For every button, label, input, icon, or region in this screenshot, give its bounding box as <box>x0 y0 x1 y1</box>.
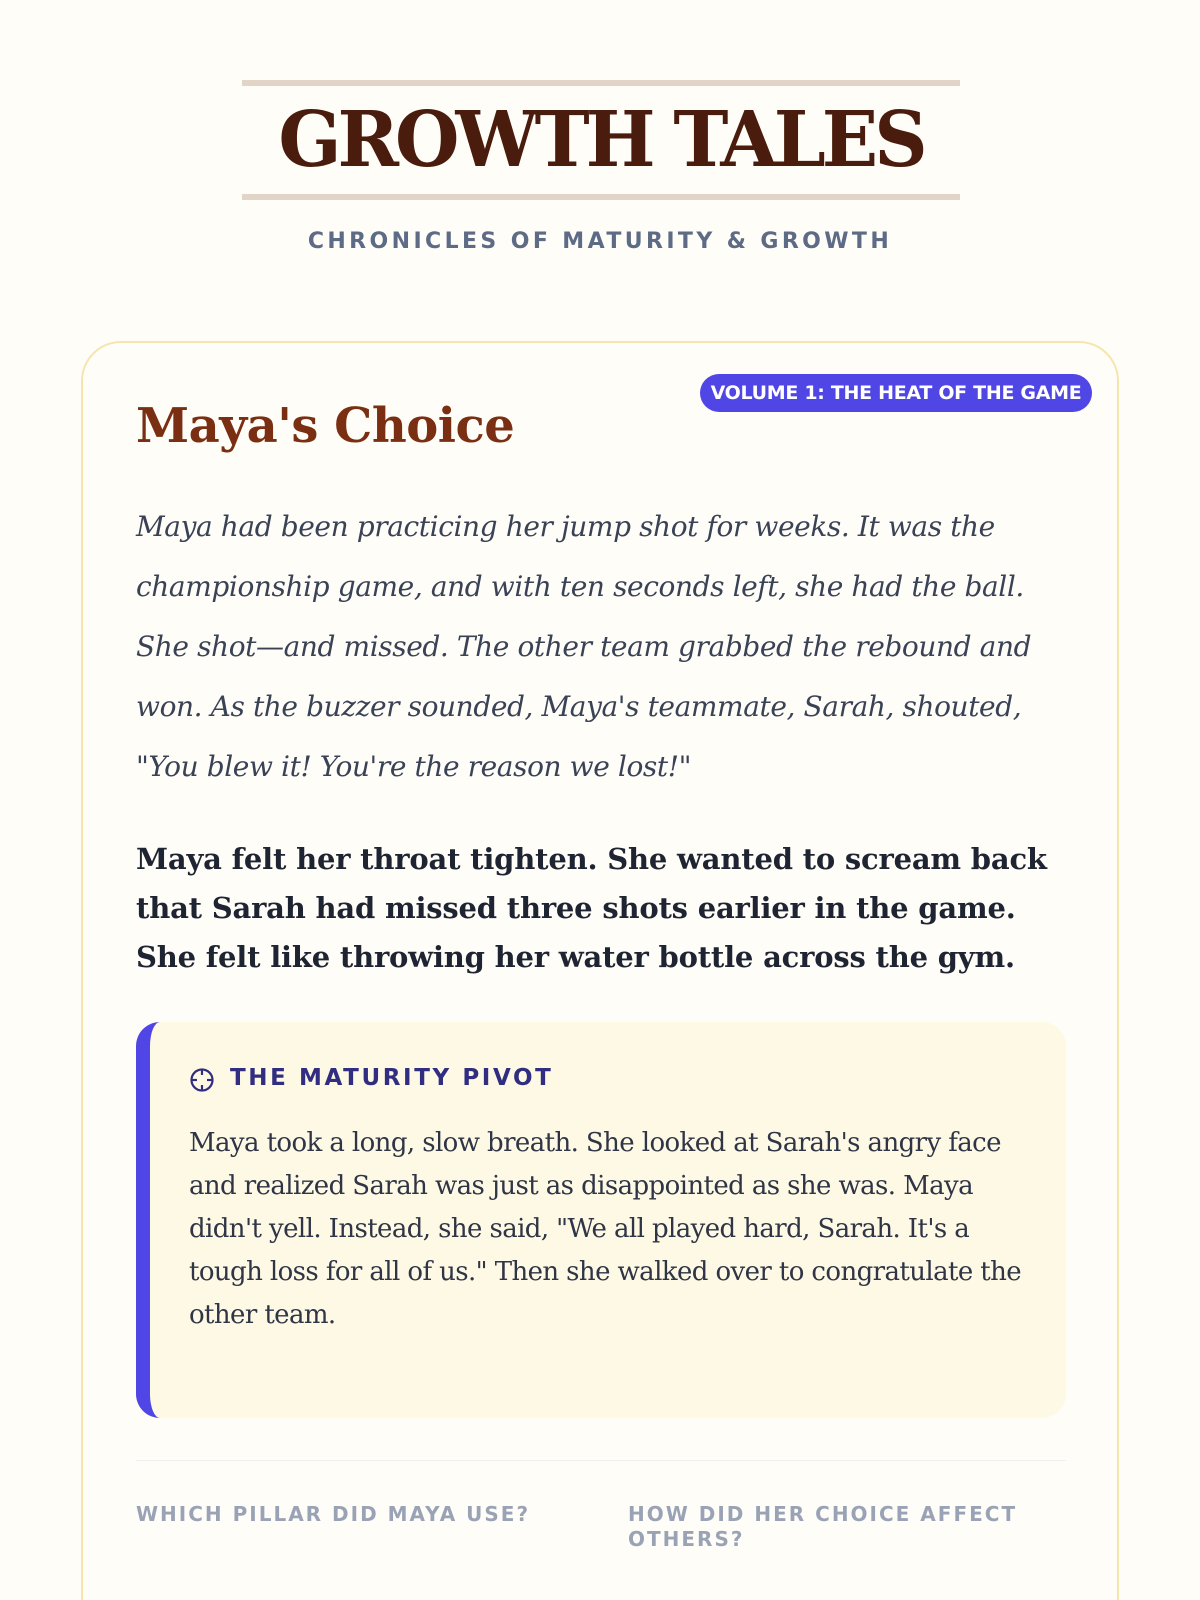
question-impact: HOW DID HER CHOICE AFFECT OTHERS? <box>628 1502 1018 1551</box>
masthead-top-rule <box>242 80 960 86</box>
story-title: Maya's Choice <box>136 398 515 454</box>
volume-badge: VOLUME 1: THE HEAT OF THE GAME <box>700 374 1092 412</box>
section-divider <box>136 1460 1066 1461</box>
site-title: GROWTH TALES <box>278 95 924 185</box>
pivot-label: THE MATURITY PIVOT <box>230 1065 554 1091</box>
question-pillar: WHICH PILLAR DID MAYA USE? <box>136 1502 531 1526</box>
story-intro: Maya had been practicing her jump shot for weeks. It was the championship game, and with ten seconds left, she had the ball. She shot—and missed. The other team grabbed the rebound and won. As the buzzer sounded, Maya's teammate, Sarah, shouted, "You blew it! You're the reason we lost!" <box>136 510 1032 783</box>
site-tagline: CHRONICLES OF MATURITY & GROWTH <box>307 229 893 254</box>
story-tension: Maya felt her throat tighten. She wanted to scream back that Sarah had missed three shots earlier in the game. She felt like throwing her water bottle across the gym. <box>136 842 1047 974</box>
masthead <box>242 80 960 200</box>
pivot-text: Maya took a long, slow breath. She looked at Sarah's angry face and realized Sarah was just as disappointed as she was. Maya didn't yell. Instead, she said, "We all played hard, Sarah. It's a tough loss for all of us." Then she walked over to congratulate the other team. <box>189 1128 1022 1330</box>
target-icon <box>189 1067 215 1093</box>
masthead-bottom-rule <box>242 194 960 200</box>
